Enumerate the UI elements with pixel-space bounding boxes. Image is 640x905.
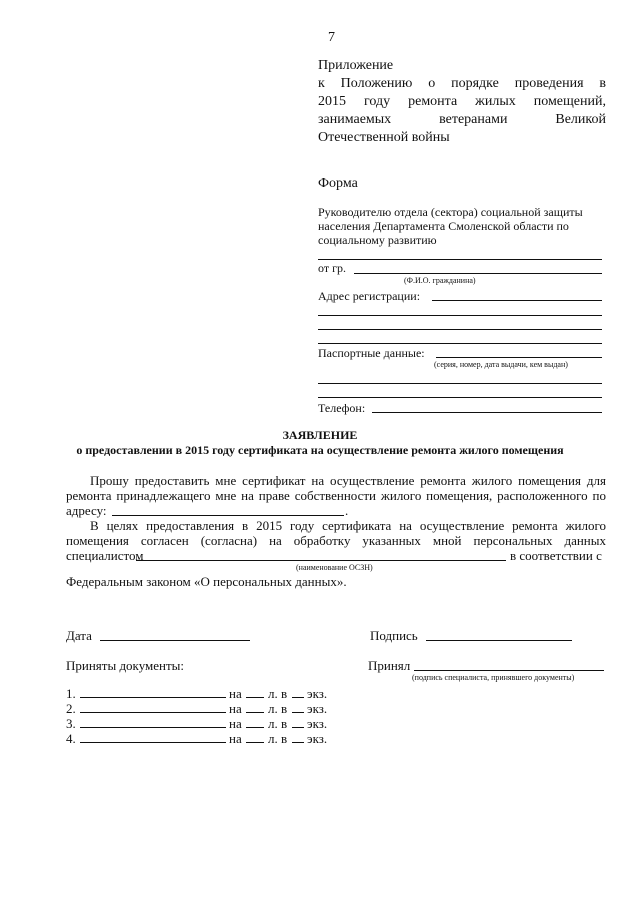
from-label: от гр. (318, 261, 347, 275)
address-field[interactable] (318, 329, 602, 330)
form-label: Форма (318, 176, 358, 191)
doc-row-copies: экз. (307, 686, 328, 701)
doc-row-copies: экз. (307, 701, 328, 716)
doc-name-field[interactable] (80, 712, 226, 713)
statement-address-field[interactable] (112, 515, 344, 516)
doc-row-sheets: л. в (268, 701, 288, 716)
appendix-line: 2015 году ремонта жилых помещений, (318, 94, 606, 109)
fio-hint: (Ф.И.О. гражданина) (404, 276, 476, 285)
passport-field[interactable] (318, 397, 602, 398)
appendix-line: занимаемых ветеранами Великой (318, 112, 606, 127)
sheets-field[interactable] (246, 742, 264, 743)
sheets-field[interactable] (246, 697, 264, 698)
doc-row-number: 4. (66, 731, 76, 746)
accepted-signature-field[interactable] (414, 670, 604, 671)
address-field[interactable] (432, 300, 602, 301)
statement-title: ЗАЯВЛЕНИЕ (282, 428, 358, 442)
sheets-field[interactable] (246, 712, 264, 713)
addressee-line: Руководителю отдела (сектора) социальной защиты (318, 205, 583, 219)
sheets-field[interactable] (246, 727, 264, 728)
accordance-text: в соответствии с (510, 548, 602, 563)
blank-line[interactable] (318, 259, 602, 260)
passport-hint: (серия, номер, дата выдачи, кем выдан) (434, 360, 568, 369)
paragraph-line: Прошу предоставить мне сертификат на осуществление ремонта жилого помещения для (90, 473, 606, 488)
docs-label: Приняты документы: (66, 658, 185, 673)
law-text: Федеральным законом «О персональных данных». (66, 574, 347, 589)
addressee-line: населения Департамента Смоленской области по (318, 219, 569, 233)
doc-row-sheets: л. в (268, 731, 288, 746)
doc-row-sheets: л. в (268, 686, 288, 701)
copies-field[interactable] (292, 697, 304, 698)
doc-row-number: 2. (66, 701, 76, 716)
doc-row-number: 1. (66, 686, 76, 701)
passport-field[interactable] (318, 383, 602, 384)
address-prompt: адресу: (66, 503, 107, 518)
doc-row-sheets: л. в (268, 716, 288, 731)
page-number: 7 (328, 30, 335, 45)
appendix-title: Приложение (318, 58, 394, 73)
doc-row-na: на (229, 716, 242, 731)
phone-label: Телефон: (318, 401, 366, 415)
addressee-line: социальному развитию (318, 233, 437, 247)
address-field[interactable] (318, 315, 602, 316)
passport-label: Паспортные данные: (318, 346, 425, 360)
doc-row-na: на (229, 686, 242, 701)
appendix-line: к Положению о порядке проведения в (318, 76, 606, 91)
phone-field[interactable] (372, 412, 602, 413)
doc-row-copies: экз. (307, 716, 328, 731)
doc-row-na: на (229, 701, 242, 716)
statement-subtitle: о предоставлении в 2015 году сертификата на осуществление ремонта жилого помещения (76, 443, 564, 457)
copies-field[interactable] (292, 712, 304, 713)
accepted-label: Принял (368, 658, 411, 673)
doc-row-copies: экз. (307, 731, 328, 746)
passport-field[interactable] (436, 357, 602, 358)
date-label: Дата (66, 628, 92, 643)
fio-field[interactable] (354, 273, 602, 274)
appendix-line: Отечественной войны (318, 130, 450, 145)
date-field[interactable] (100, 640, 250, 641)
doc-name-field[interactable] (80, 742, 226, 743)
paragraph-line: помещения согласен (согласна) на обработку указанных мной персональных данных (66, 533, 606, 548)
period: . (345, 503, 349, 518)
address-field[interactable] (318, 343, 602, 344)
signature-field[interactable] (426, 640, 572, 641)
copies-field[interactable] (292, 727, 304, 728)
paragraph-line: В целях предоставления в 2015 году сертификата на осуществление ремонта жилого (90, 518, 606, 533)
oszn-field[interactable] (136, 560, 506, 561)
doc-name-field[interactable] (80, 727, 226, 728)
address-label: Адрес регистрации: (318, 289, 421, 303)
doc-row-number: 3. (66, 716, 76, 731)
paragraph-line: ремонта принадлежащего мне на праве собственности жилого помещения, расположенного по (66, 488, 606, 503)
copies-field[interactable] (292, 742, 304, 743)
doc-row-na: на (229, 731, 242, 746)
signature-label: Подпись (370, 628, 418, 643)
specialist-label: специалистом (66, 548, 144, 563)
oszn-hint: (наименование ОСЗН) (296, 563, 373, 572)
doc-name-field[interactable] (80, 697, 226, 698)
accepted-hint: (подпись специалиста, принявшего документы) (412, 673, 575, 682)
